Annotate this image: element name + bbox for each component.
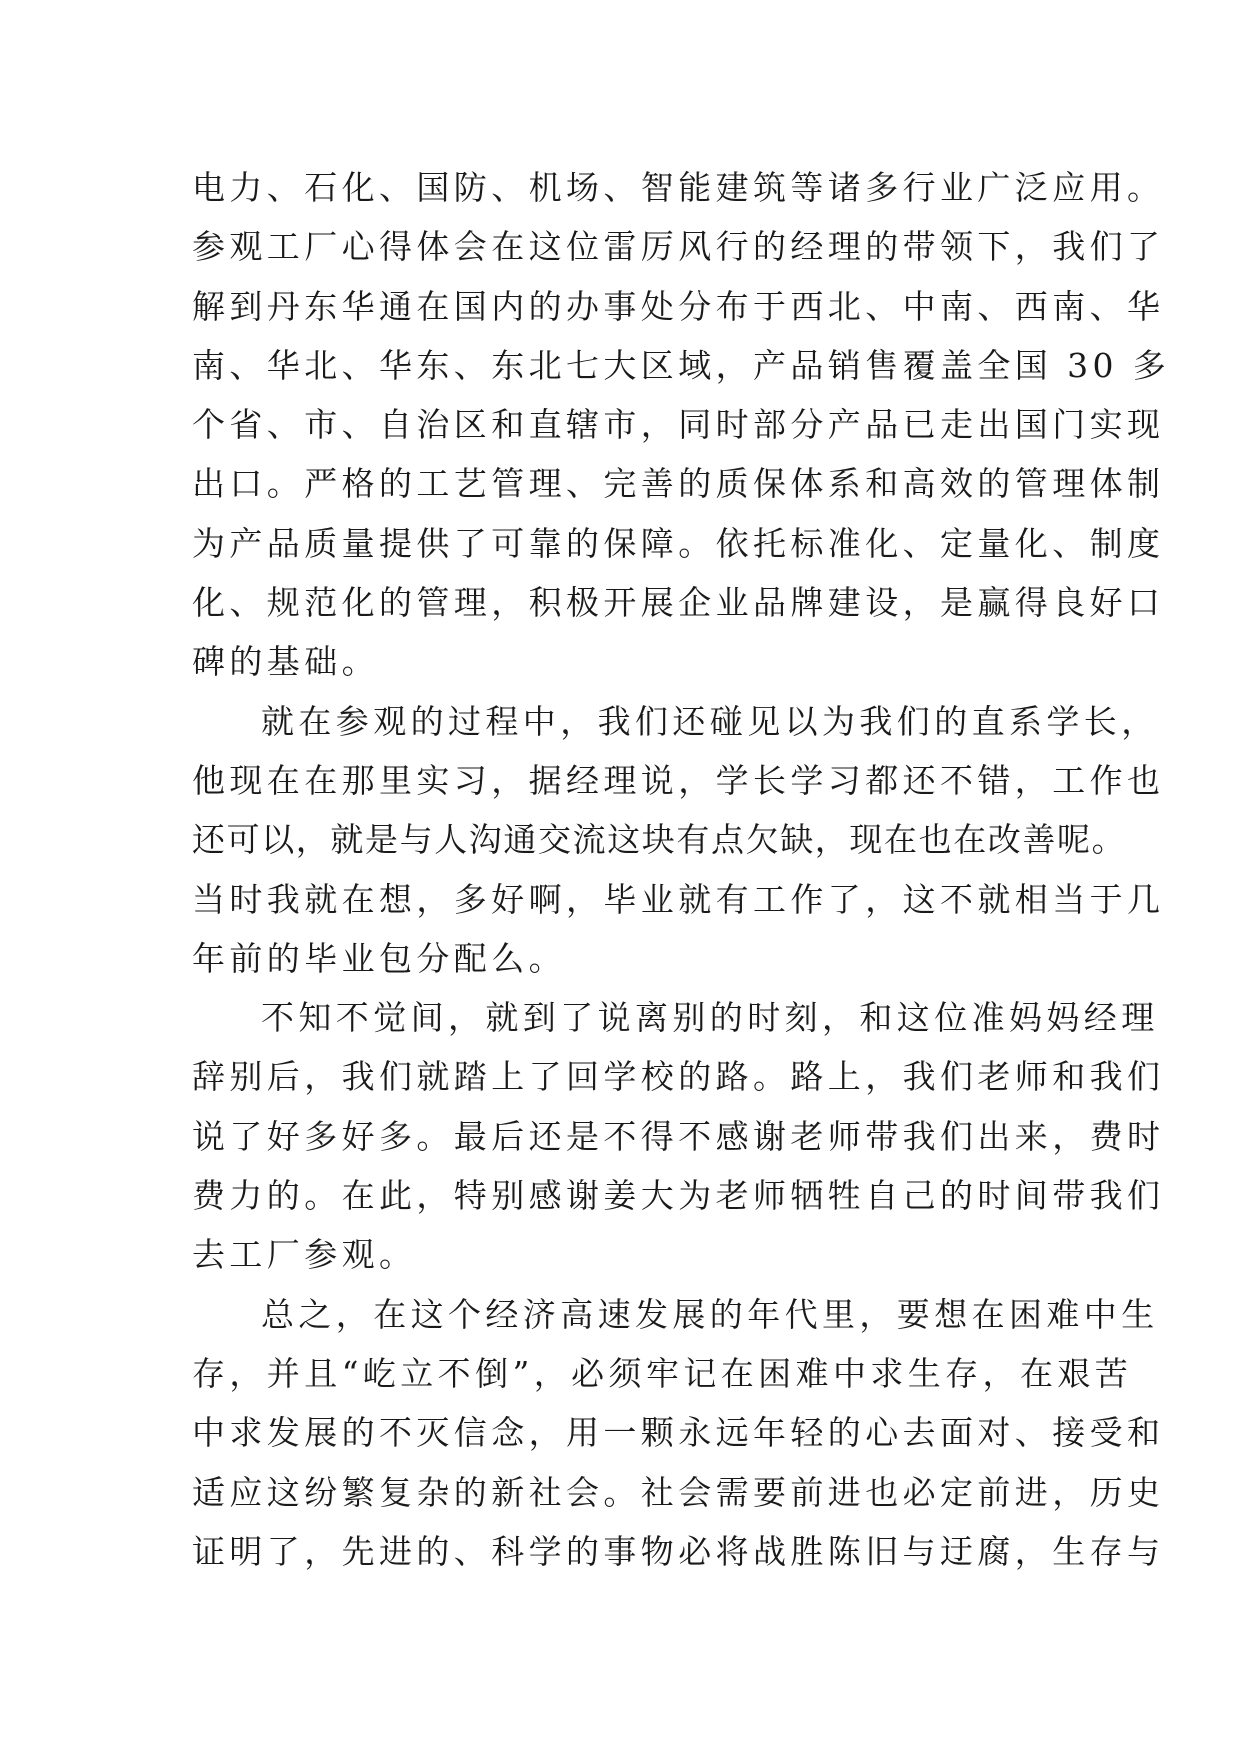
- text-line: 适应这纷繁复杂的新社会。社会需要前进也必定前进，历史: [192, 1472, 1165, 1512]
- text-line: 辞别后，我们就踏上了回学校的路。路上，我们老师和我们: [192, 1057, 1165, 1097]
- text-line: 还可以，就是与人沟通交流这块有点欠缺，现在也在改善呢。: [192, 820, 1127, 860]
- paragraph-first-line: 就在参观的过程中，我们还碰见以为我们的直系学长，: [261, 701, 1159, 741]
- text-line: 碑的基础。: [192, 642, 379, 682]
- text-line: 化、规范化的管理，积极开展企业品牌建设，是赢得良好口: [192, 583, 1165, 623]
- text-line: 参观工厂心得体会在这位雷厉风行的经理的带领下，我们了: [192, 227, 1165, 267]
- body-text: [192, 158, 1171, 1581]
- text-line: 解到丹东华通在国内的办事处分布于西北、中南、西南、华: [192, 286, 1165, 326]
- text-line: 存，并且“屹立不倒”，必须牢记在困难中求生存，在艰苦: [192, 1353, 1133, 1393]
- text-line: 南、华北、华东、东北七大区域，产品销售覆盖全国 30 多: [192, 345, 1171, 385]
- text-line: 出口。严格的工艺管理、完善的质保体系和高效的管理体制: [192, 464, 1165, 504]
- text-line: 电力、石化、国防、机场、智能建筑等诸多行业广泛应用。: [192, 168, 1165, 207]
- text-line: 说了好多好多。最后还是不得不感谢老师带我们出来，费时: [192, 1116, 1165, 1156]
- text-line: 中求发展的不灭信念，用一颗永远年轻的心去面对、接受和: [192, 1413, 1165, 1453]
- text-line: 当时我就在想，多好啊，毕业就有工作了，这不就相当于几: [192, 879, 1165, 919]
- text-line: 他现在在那里实习，据经理说，学长学习都还不错，工作也: [192, 760, 1165, 800]
- text-line: 为产品质量提供了可靠的保障。依托标准化、定量化、制度: [192, 523, 1165, 563]
- text-line: 个省、市、自治区和直辖市，同时部分产品已走出国门实现: [192, 405, 1165, 445]
- text-line: 证明了，先进的、科学的事物必将战胜陈旧与迂腐，生存与: [192, 1531, 1165, 1571]
- text-line: 费力的。在此，特别感谢姜大为老师牺牲自己的时间带我们: [192, 1176, 1165, 1216]
- text-line: 去工厂参观。: [192, 1235, 417, 1275]
- text-line: 年前的毕业包分配么。: [192, 938, 566, 978]
- paragraph-first-line: 不知不觉间，就到了说离别的时刻，和这位准妈妈经理: [261, 998, 1159, 1038]
- paragraph-first-line: 总之，在这个经济高速发展的年代里，要想在困难中生: [261, 1294, 1159, 1334]
